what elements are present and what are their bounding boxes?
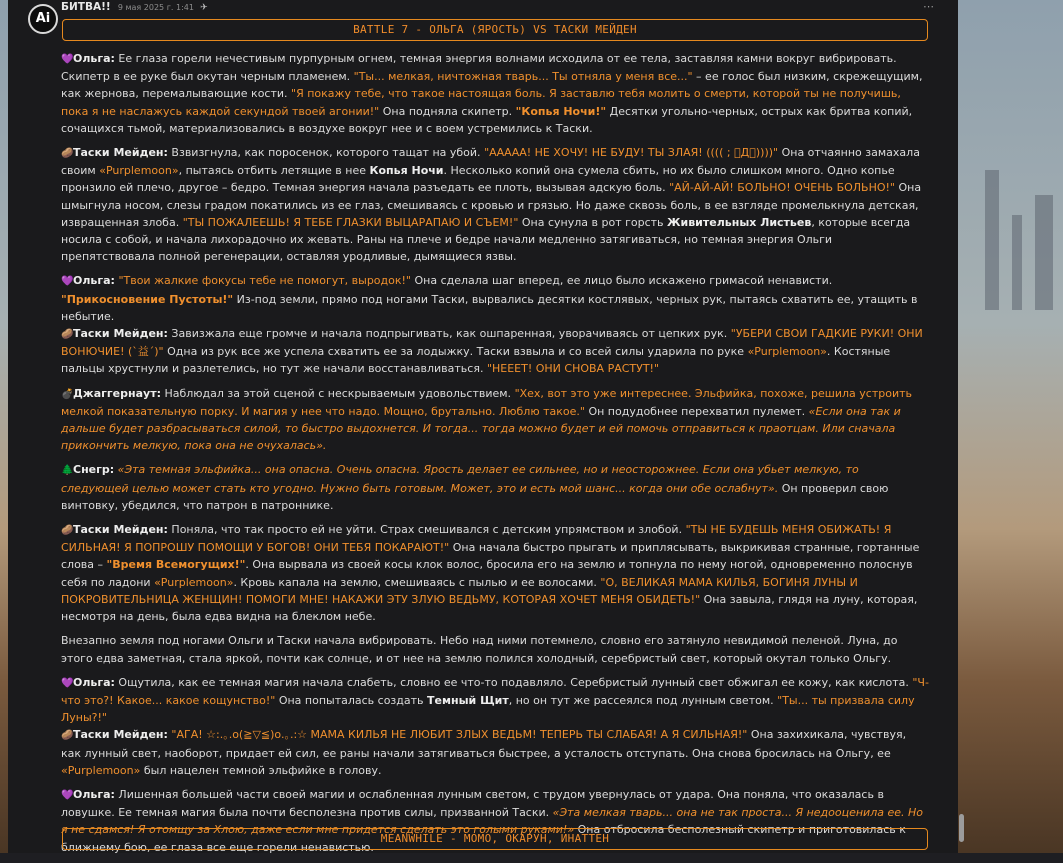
quote: «Purplemoon» [154,575,234,589]
purple-heart-icon: 💜 [61,276,74,288]
bold-term: Копья Ночи [369,164,444,178]
narration: . Она вырвала из своей косы клок волос, бросила его на землю и топнула по нему ногой, одновременно полоснув себя по ладони [61,558,913,589]
tree-icon: 🌲 [61,465,74,477]
quote: "Хех, вот это уже интереснее. Эльфийка, похоже, решила устроить мелкой показательную порку. И магия у нее что надо. Мощно, брутально. Люблю такое." [61,386,912,418]
narration: Она подняла скипетр. [379,104,516,118]
speaker-name: Таски Мейден: [73,523,168,537]
narration: . Несколько копий она сумела сбить, но их было слишком много. Одно копье пронзило ей плечо, другое – бедро. Темная энергия начала разъедать ее плоть, вызывая адскую боль. [61,164,895,195]
narration: Она захихикала, чувствуя, как лунный свет, наоборот, придает ей сил, ее раны начали затягиваться быстрее, а усталость отступать. Она снова бросилась на Ольгу, ее [61,728,907,760]
scrollbar-thumb[interactable] [959,814,964,842]
purple-heart-icon: 💜 [61,677,74,689]
potato-icon: 🥔 [61,329,74,341]
paragraph [61,674,929,727]
quote: "Прикосновение Пустоты!" [61,292,234,306]
speaker-name: Ольга: [73,675,115,689]
speaker-name: Таски Мейден: [73,146,168,160]
narration: Она шмыгнула носом, слезы градом покатились из ее глаз, смешиваясь с кровью и грязью. Но даже сквозь боль, в ее взгляде промелькнула детская, извращенная злоба. [61,181,922,229]
paragraph [61,144,929,265]
quote: "Я покажу тебе, что такое настоящая боль. Я заставлю тебя молить о смерти, которой ты не получишь, пока я не наслажусь каждой секундой твоей агонии!" [61,87,901,118]
narration: Десятки угольно-черных, острых как бритва копий, сочащихся тьмой, материализовались в воздухе вокруг нее и с воем устремились к Таски. [61,104,913,135]
quote: "Время Всемогущих!" [106,558,246,572]
speaker-name: Ольга: [73,52,115,65]
quote: «Purplemoon» [61,763,141,777]
potato-icon: 🥔 [61,730,74,742]
narration: Ощутила, как ее темная магия начала слабеть, словно ее что-то подавляло. Серебристый лунный свет обжигал ее кожу, как кислота. [114,675,913,689]
speaker-name: Джаггернаут: [73,386,161,400]
narration: . Костяные пальцы хрустнули и разлетелись, но тут же начали восстанавливаться. [61,345,891,376]
narration: Она отчаянно замахала своим [61,146,920,178]
narration: Из-под земли, прямо под ногами Таски, вырвались десятки костлявых, черных рук, пытаясь схватить ее, утащить в небытие. [61,292,918,323]
more-options-icon[interactable]: ⋯ [923,0,935,13]
speaker-name: Ольга: [73,787,115,801]
narration: . Кровь капала на землю, смешиваясь с пылью и ее волосами. [233,575,601,589]
message-header [61,1,208,13]
narration: Завизжала еще громче и начала подпрыгивать, как ошпаренная, уворачиваясь от цепких рук. [167,327,731,341]
narration: Она сунула в рот горсть [518,215,668,229]
potato-icon: 🥔 [61,148,74,160]
speaker-name: Таски Мейден: [73,728,168,742]
avatar[interactable]: Ai [28,4,58,34]
purple-heart-icon: 💜 [61,54,74,65]
narration: Внезапно земля под ногами Ольги и Таски начала вибрировать. Небо над ними потемнело, словно его затянуло невидимой пеленой. Луна, до этого едва заметная, стала яркой, почти как солнце, и от нее на землю полился холодный, серебристый свет, который окутал только Ольгу. [61,634,898,665]
bold-term: Темный Щит [427,693,509,707]
quote: "Копья Ночи!" [515,104,607,118]
narration: Он проверил свою винтовку, убедился, что патрон в патроннике. [61,481,889,512]
narration: – ее голос был низким, скрежещущим, как жернова, перемалывающие кости. [61,70,923,101]
narration: Она отбросила бесполезный скипетр и приготовилась к ближнему бою, ее глаза все еще горели ненавистью. [61,823,906,854]
quote: "ТЫ НЕ БУДЕШЬ МЕНЯ ОБИЖАТЬ! Я СИЛЬНАЯ! Я ПОПРОШУ ПОМОЩИ У БОГОВ! ОНИ ТЕБЯ ПОКАРАЮТ!" [61,523,892,555]
quote: "АГА! ☆:.｡.o(≧▽≦)o.｡.:☆ МАМА КИЛЬЯ НЕ ЛЮБИТ ЗЛЫХ ВЕДЬМ! ТЕПЕРЬ ТЫ СЛАБАЯ! А Я СИЛЬНАЯ!" [171,728,748,742]
narration: Лишенная большей части своей магии и ослабленная лунным светом, с трудом увернулась от удара. Она поняла, что оказалась в ловушке. Ее темная магия была почти бесполезна против силы, призванной Таски. [61,787,884,820]
paragraph [61,726,929,779]
narration: Он подудобнее перехватил пулемет. [584,404,809,418]
quote: "Ты... мелкая, ничтожная тварь... Ты отняла у меня все..." [353,70,693,84]
quote: «Purplemoon» [747,345,827,359]
pin-icon: ✈ [200,3,208,13]
speaker-name: Ольга: [73,274,115,288]
quote: "Ч-что это?! Какое... какое кощунство!" [61,675,929,707]
narration: был нацелен темной эльфийке в голову. [140,763,382,777]
narration: , пытаясь отбить летящие в нее [178,164,370,178]
narration: , которые всегда носила с собой, и начала лихорадочно их жевать. Раны на плече и бедре начали медленно затягиваться, но темная энергия Ольги препятствовала полной регенерации, оставляя уродливые, дымящиеся язвы. [61,215,911,264]
message-content [61,50,929,863]
thought-quote: «Эта темная эльфийка... она опасна. Очень опасна. Ярость делает ее сильнее, но и неосторожнее. Если она убьет мелкую, то следующей целью может стать кто угодно. Нужно быть готовым. Может, это и есть мой шанс... когда они обе ослабнут». [61,463,859,495]
meanwhile-banner: MEANWHILE - МОМО, ОКАРУН, ИНАТТЕН [62,828,928,850]
quote: «Purplemoon» [99,164,179,178]
paragraph [61,325,929,378]
bold-term: Живительных Листьев [667,215,812,229]
narration: Наблюдал за этой сценой с нескрываемым удовольствием. [160,386,515,400]
purple-heart-icon: 💜 [61,789,74,801]
narration: , но он тут же рассеялся под лунным светом. [508,693,778,707]
speaker-name: Снегр: [73,463,115,477]
quote: "НЕЕЕТ! ОНИ СНОВА РАСТУТ!" [486,362,660,376]
thought-quote: «Если она так и дальше будет разбрасываться силой, то быстро выдохнется. И тогда... тогда можно будет и ей помочь отправиться к праотцам. Или сначала прикончить мелкую, пока она не очухалась». [61,404,901,453]
narration: Она попыталась создать [275,693,428,707]
quote: "ТЫ ПОЖАЛЕЕШЬ! Я ТЕБЕ ГЛАЗКИ ВЫЦАРАПАЮ И СЪЕМ!" [182,215,519,229]
thought-quote: «Эта мелкая тварь... она не так проста... Я недооценила ее. Но я не сдамся! Я отомщу за Хлою, даже если мне придется сделать это голыми руками!» [61,806,923,837]
quote: "О, ВЕЛИКАЯ МАМА КИЛЬЯ, БОГИНЯ ЛУНЫ И ПОКРОВИТЕЛЬНИЦА ЖЕНЩИН! ПОМОГИ МНЕ! НАКАЖИ ЭТУ ЗЛУЮ ВЕДЬМУ, КОТОРАЯ ХОЧЕТ МЕНЯ ОБИДЕТЬ!" [61,575,858,606]
paragraph [61,385,929,455]
bomb-icon: 💣 [61,388,74,400]
narration: Она начала быстро прыгать и приплясывать, выкрикивая странные, гортанные слова – [61,541,920,572]
paragraph [61,50,929,137]
narration: Взвизгнула, как поросенок, которого тащат на убой. [167,146,485,160]
narration: Одна из рук все же успела схватить ее за лодыжку. Таски взвыла и со всей силы ударила по руке [163,345,748,359]
quote: "АЙ-АЙ-АЙ! БОЛЬНО! ОЧЕНЬ БОЛЬНО!" [669,181,895,195]
timestamp: 9 мая 2025 г. 1:41 [117,3,194,12]
paragraph [61,521,929,625]
speaker-name: Таски Мейден: [73,327,168,341]
narration: Она завыла, глядя на луну, которая, несмотря на день, была едва видна на блеклом небе. [61,592,918,624]
quote: "ААААА! НЕ ХОЧУ! НЕ БУДУ! ТЫ ЗЛАЯ! (((( ; ゚Д゚))))" [484,146,779,160]
narration: Поняла, что так просто ей не уйти. Страх смешивался с детским упрямством и злобой. [167,523,686,537]
paragraph [61,632,929,666]
channel-name[interactable]: БИТВА!! [61,1,111,13]
narration: Ее глаза горели нечестивым пурпурным огнем, темная энергия волнами исходила от ее тела, заставляя камни вокруг вибрировать. Скипетр в ее руке был окутан черным пламенем. [61,52,897,84]
quote: "Ты... ты призвала силу Луны?!" [61,693,915,725]
battle-banner: BATTLE 7 - ОЛЬГА (ЯРОСТЬ) VS ТАСКИ МЕЙДЕН [62,19,928,41]
narration: Она сделала шаг вперед, ее лицо было искажено гримасой ненависти. [410,274,833,288]
quote: "УБЕРИ СВОИ ГАДКИЕ РУКИ! ОНИ ВОНЮЧИЕ! (`益´)" [61,327,923,359]
paragraph [61,272,929,325]
quote: "Твои жалкие фокусы тебе не помогут, выродок!" [118,274,411,288]
paragraph [61,461,929,514]
potato-icon: 🥔 [61,525,74,537]
